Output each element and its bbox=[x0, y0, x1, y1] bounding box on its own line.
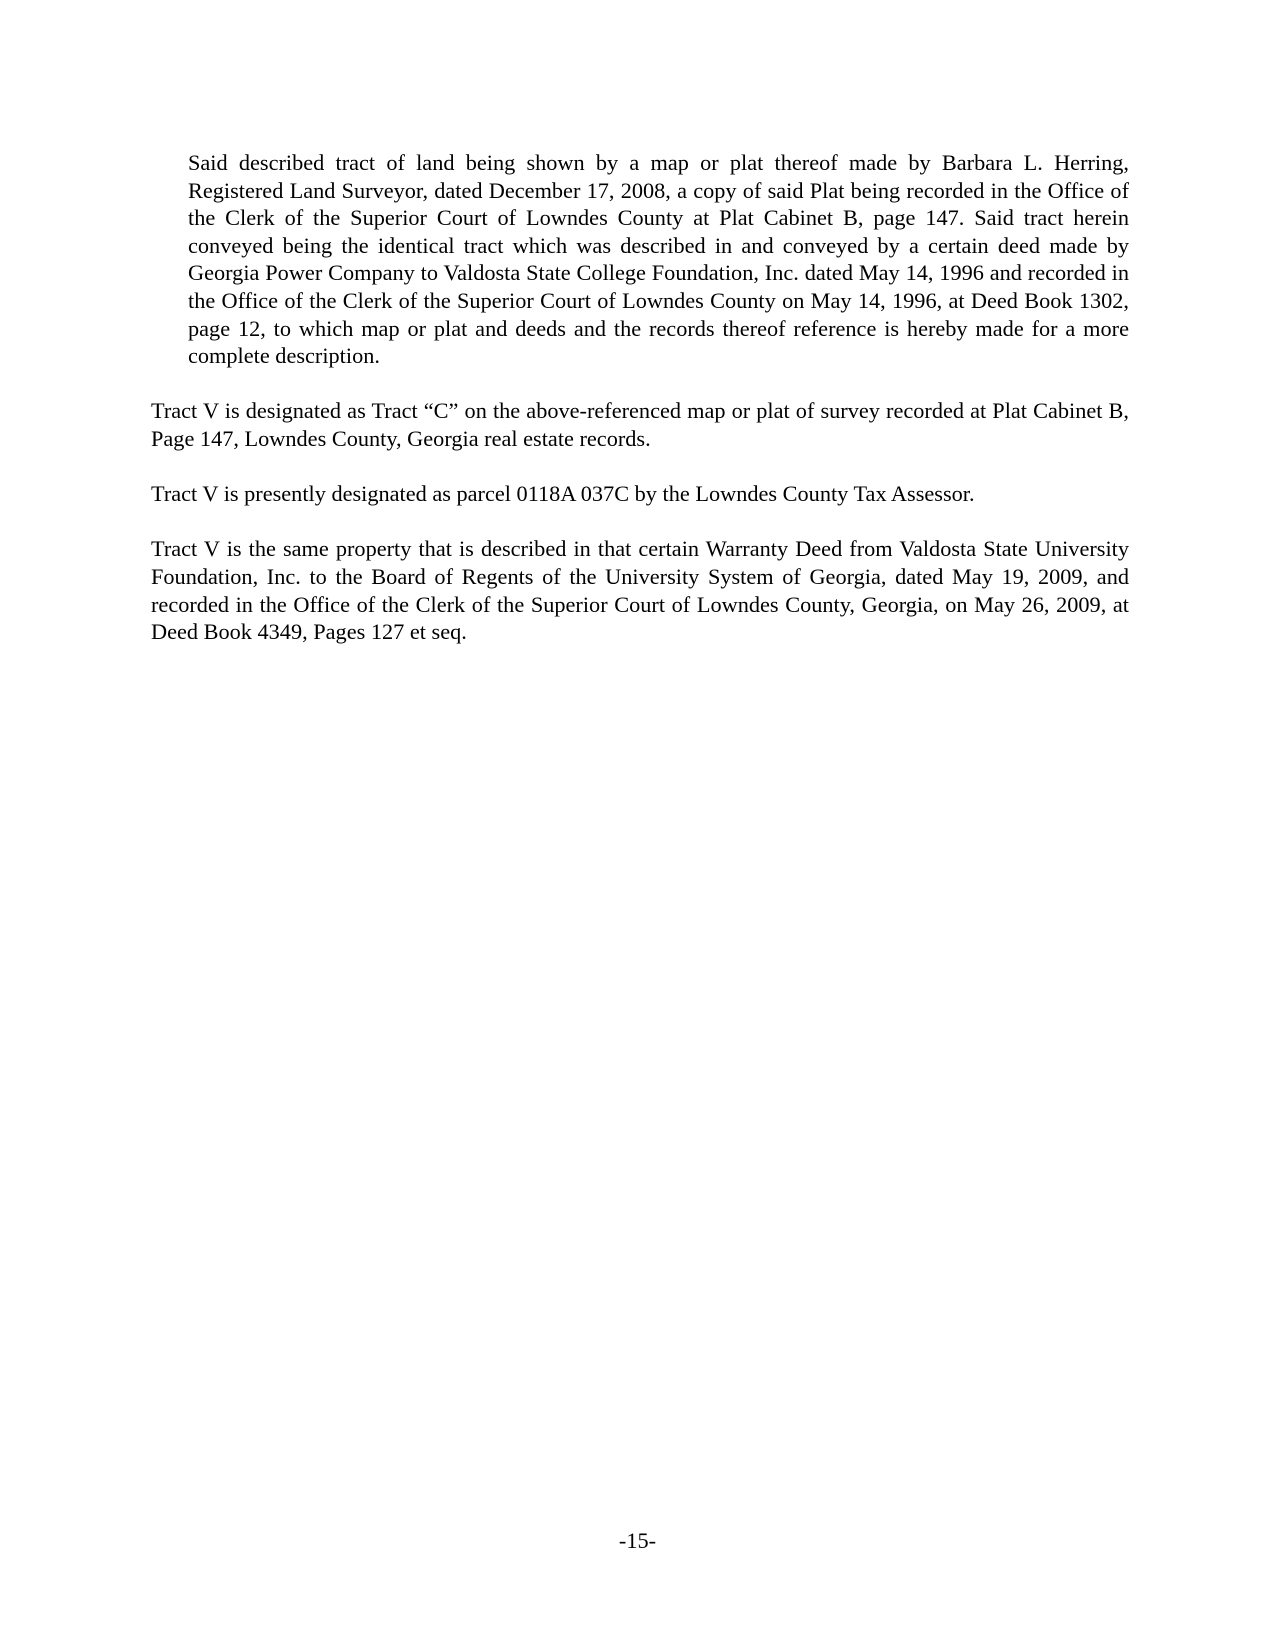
document-body bbox=[151, 149, 1129, 646]
paragraph-parcel-designation: Tract V is presently designated as parcel 0118A 037C by the Lowndes County Tax Assessor. bbox=[151, 481, 975, 507]
paragraph-warranty-deed: Tract V is the same property that is described in that certain Warranty Deed from Valdosta State University Foundation, Inc. to the Board of Regents of the University System of Georgia, dated May 19, 2009, and recorded in the Office of the Clerk of the Superior Court of Lowndes County, Georgia, on May 26, 2009, at Deed Book 4349, Pages 127 et seq. bbox=[151, 536, 1129, 645]
page-number: -15- bbox=[618, 1528, 657, 1553]
paragraph-plat-description: Said described tract of land being shown by a map or plat thereof made by Barbara L. Herring, Registered Land Surveyor, dated December 17, 2008, a copy of said Plat being recorded in the Office of the Clerk of the Superior Court of Lowndes County at Plat Cabinet B, page 147. Said tract herein conveyed being the identical tract which was described in and conveyed by a certain deed made by Georgia Power Company to Valdosta State College Foundation, Inc. dated May 14, 1996 and recorded in the Office of the Clerk of the Superior Court of Lowndes County on May 14, 1996, at Deed Book 1302, page 12, to which map or plat and deeds and the records thereof reference is hereby made for a more complete description. bbox=[188, 150, 1129, 369]
paragraph-tract-designation: Tract V is designated as Tract “C” on the above-referenced map or plat of survey recorded at Plat Cabinet B, Page 147, Lowndes County, Georgia real estate records. bbox=[151, 398, 1129, 451]
